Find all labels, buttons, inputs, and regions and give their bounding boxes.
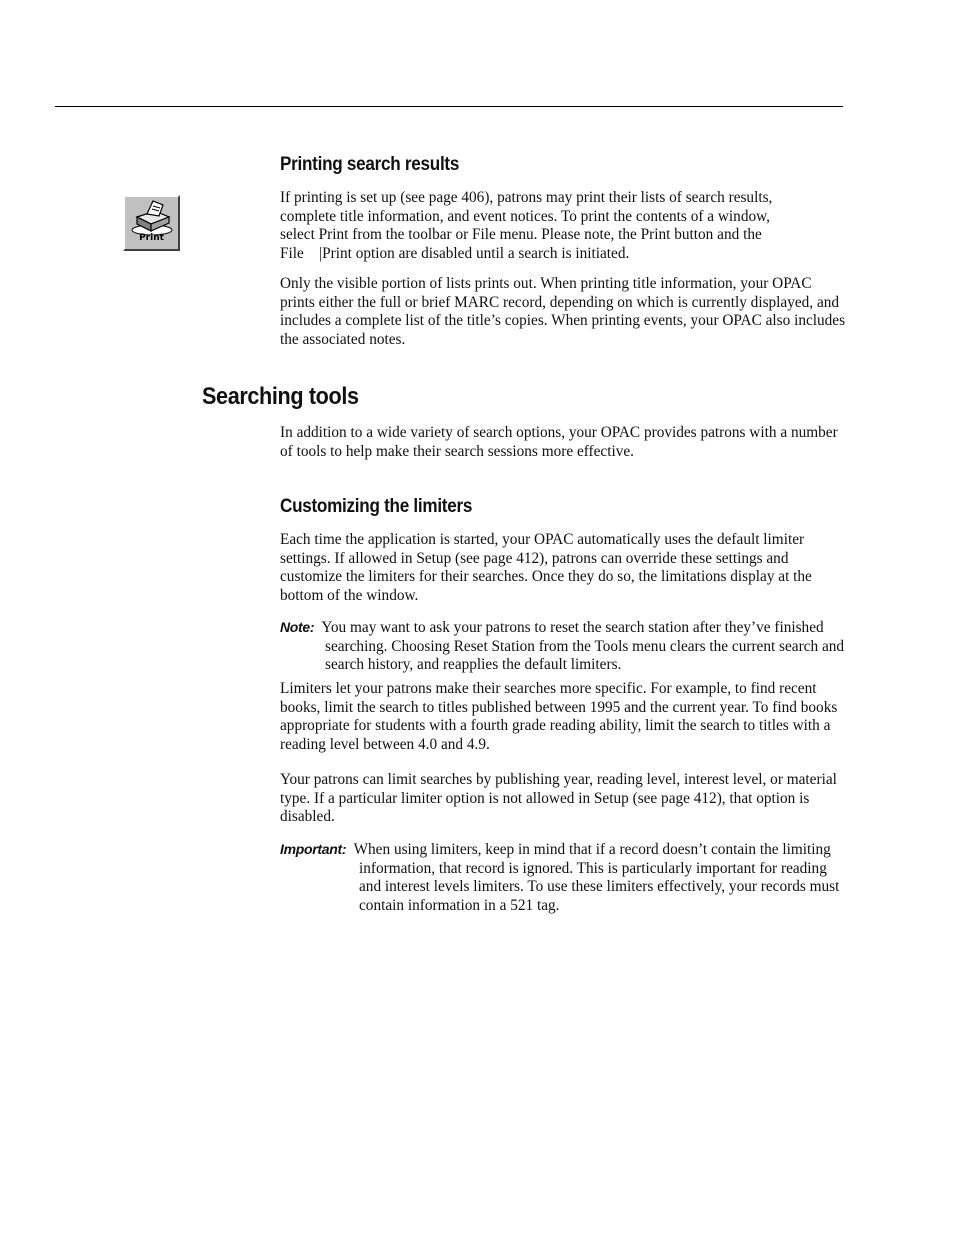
limiters-paragraph-1: Each time the application is started, your OPAC automatically uses the default limiter settings. If allowed in Setup (see page 412), patrons can override these settings and customize the limiters for their searches. Once they do so, the limitations display at the bottom of the window.	[280, 531, 812, 605]
printing-paragraph-1-line-2: complete title information, and event notices. To print the contents of a window,	[280, 207, 771, 225]
printing-paragraph-1-line-1: If printing is set up (see page 406), patrons may print their lists of search results,	[280, 189, 773, 206]
print-button[interactable]	[123, 195, 180, 251]
limiters-note	[280, 618, 846, 675]
header-rule	[55, 106, 843, 107]
printing-paragraph-1	[280, 189, 846, 264]
printing-heading: Printing search results	[280, 154, 460, 175]
limiters-heading: Customizing the limiters	[280, 496, 473, 517]
searching-tools-heading: Searching tools	[202, 383, 359, 410]
printer-icon	[129, 199, 175, 235]
note-text: You may want to ask your patrons to reset the search station after they’ve finished searching. Choosing Reset Station from the Tools menu clears the current search and search history, and reapplies the default limiters.	[321, 619, 845, 674]
printing-paragraph-1-line-4: File |Print option are disabled until a search is initiated.	[280, 245, 630, 263]
limiters-paragraph-2: Limiters let your patrons make their searches more specific. For example, to find recent books, limit the search to titles published between 1995 and the current year. To find books appropriate for students with a fourth grade reading ability, limit the search to titles with a reading level between 4.0 and 4.9.	[280, 680, 838, 754]
important-label: Important:	[280, 841, 347, 857]
limiters-important	[280, 840, 846, 916]
print-button-label: Print	[139, 233, 164, 243]
printing-paragraph-2: Only the visible portion of lists prints out. When printing title information, your OPAC prints either the full or brief MARC record, depending on which is currently displayed, and includes a complete list of the title’s copies. When printing events, your OPAC also includes the associated notes.	[280, 275, 846, 349]
limiters-paragraph-3: Your patrons can limit searches by publishing year, reading level, interest level, or material type. If a particular limiter option is not allowed in Setup (see page 412), that option is disabled.	[280, 771, 837, 826]
searching-tools-intro: In addition to a wide variety of search options, your OPAC provides patrons with a number of tools to help make their search sessions more effective.	[280, 424, 838, 460]
note-label: Note:	[280, 619, 315, 635]
printing-paragraph-1-line-3: select Print from the toolbar or File menu. Please note, the Print button and the	[280, 226, 762, 244]
important-text: When using limiters, keep in mind that if a record doesn’t contain the limiting information, that record is ignored. This is particularly important for reading and interest levels limiters. To use these limiters effectively, your records must contain information in a 521 tag.	[353, 841, 840, 915]
